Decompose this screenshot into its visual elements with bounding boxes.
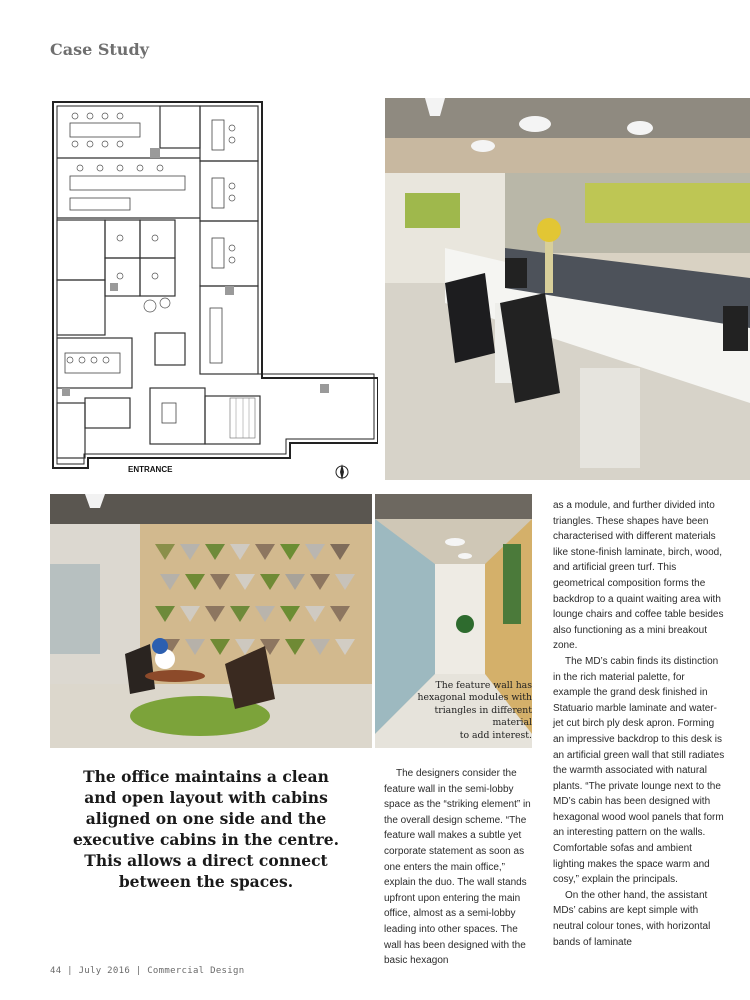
pull-quote-line: aligned on one side and the	[85, 809, 327, 828]
body-paragraph: The MD’s cabin finds its distinction in the rich material palette, for example the grand desk finished in Statuario marble laminate and water-jet cut birch ply desk apron. Forming an impressive backdrop to this desk is an artificial green wall that still radiates the warmth associated with natural plants. “The private lounge next to the MD’s cabin has been designed with hexagonal wood wool panels that form an interesting pattern on the walls. Comfortable sofas and ambient lighting makes the space warm and cosy,” explain the principals.	[553, 655, 725, 886]
body-column-right	[553, 498, 725, 950]
caption-line: triangles in different material	[434, 704, 532, 728]
section-label: Case Study	[50, 40, 149, 59]
page-footer: 44 | July 2016 | Commercial Design	[50, 966, 245, 976]
pull-quote-line: The office maintains a clean	[83, 767, 329, 786]
pull-quote-line: and open layout with cabins	[84, 788, 328, 807]
pull-quote-line: This allows a direct connect	[84, 851, 328, 870]
floor-plan	[50, 98, 378, 480]
photo-caption	[402, 680, 532, 743]
caption-line: hexagonal modules with	[417, 692, 532, 703]
corridor-photo	[375, 494, 532, 748]
pull-quote-line: executive cabins in the centre.	[73, 830, 339, 849]
body-paragraph: The designers consider the feature wall in the semi-lobby space as the “striking element” in the overall design scheme. “The feature wall makes a subtle yet corporate statement as soon as one enters the main office,” explain the duo. The wall stands upfront upon entering the main office, almost as a semi-lobby leading into other spaces. The wall has been designed with the basic hexagon	[384, 768, 531, 967]
workstations-photo	[385, 98, 750, 480]
pull-quote-line: between the spaces.	[118, 872, 294, 891]
body-paragraph: On the other hand, the assistant MDs’ cabins are kept simple with neutral colour tones, with horizontal bands of laminate	[553, 889, 711, 948]
pull-quote	[60, 766, 352, 892]
entrance-label: ENTRANCE	[128, 465, 173, 474]
body-paragraph: as a module, and further divided into triangles. These shapes have been characterised with different materials like stone-finish laminate, birch, wood, and artificial green turf. This geometrical composition forms the backdrop to a quaint waiting area with lounge chairs and coffee table besides also functioning as a mini breakout zone.	[553, 500, 724, 652]
caption-line: to add interest.	[459, 729, 532, 741]
lounge-photo	[50, 494, 372, 748]
body-column-middle	[384, 766, 534, 969]
caption-line: The feature wall has	[435, 679, 532, 691]
